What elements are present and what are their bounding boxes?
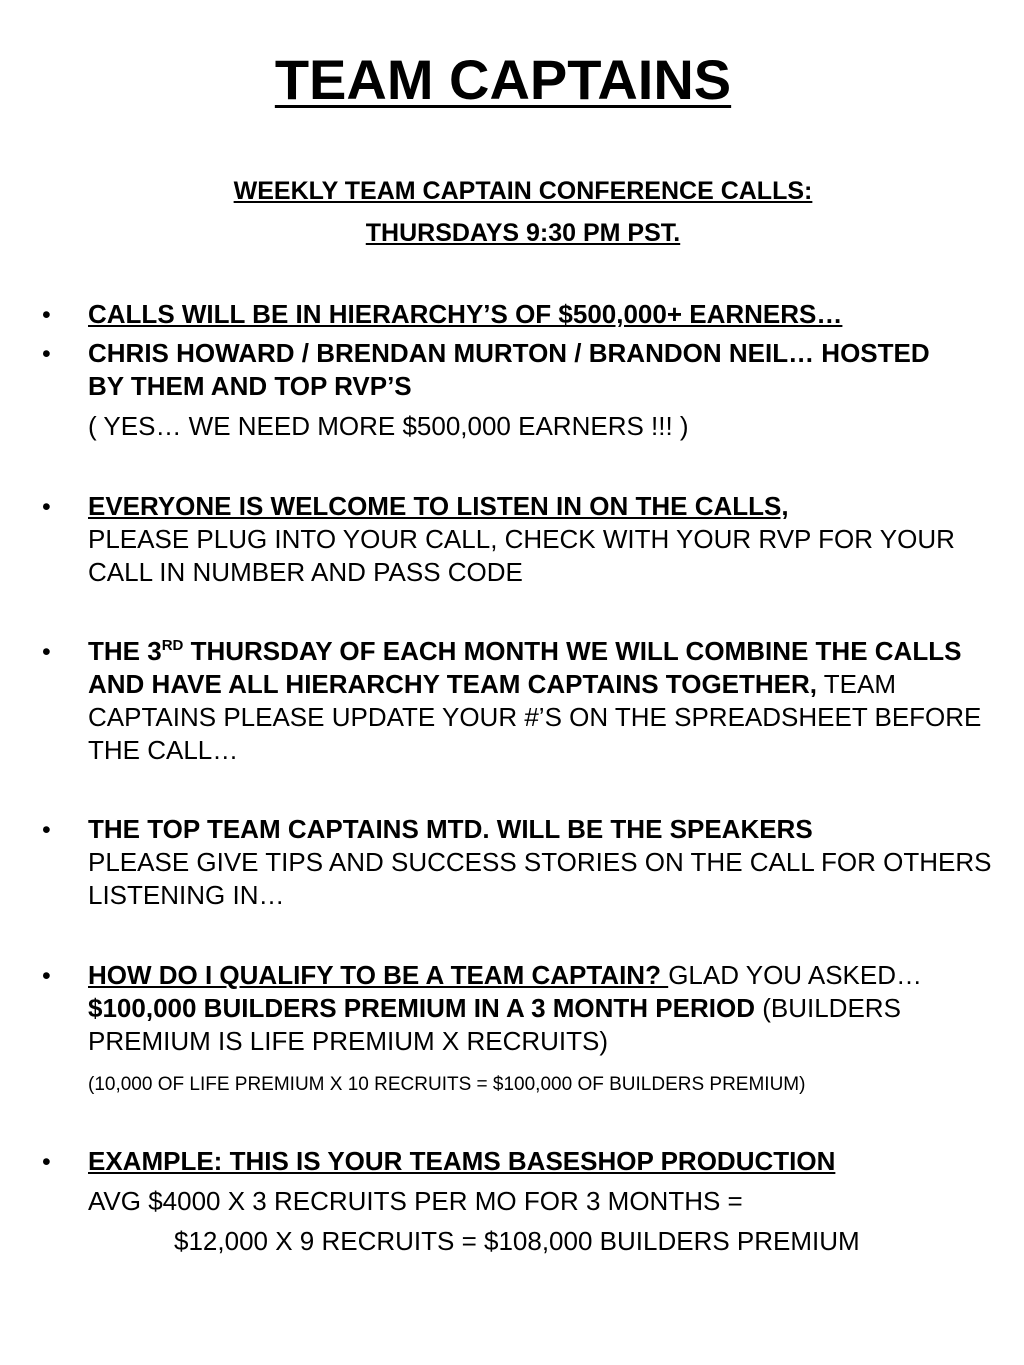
- bullet-item-1: [88, 298, 1018, 331]
- bullet-1-text: CALLS WILL BE IN HIERARCHY’S OF $500,000+ EARNERS…: [88, 299, 843, 329]
- page-title: TEAM CAPTAINS: [274, 48, 732, 111]
- bullet-item-5: [88, 813, 1018, 912]
- bullet-7-line-3: $12,000 X 9 RECRUITS = $108,000 BUILDERS PREMIUM: [174, 1226, 860, 1256]
- bullet-item-6: [88, 959, 1023, 1058]
- subtitle-line-1: WEEKLY TEAM CAPTAIN CONFERENCE CALLS:: [233, 177, 813, 205]
- bullet-4-bold-a: THE 3: [88, 636, 162, 666]
- bullet-dot: •: [42, 301, 51, 329]
- bullet-item-4: [88, 635, 1018, 767]
- bullet-5-bold: THE TOP TEAM CAPTAINS MTD. WILL BE THE SPEAKERS: [88, 814, 813, 844]
- bullet-6-answer-a: GLAD YOU ASKED…: [668, 960, 923, 990]
- bullet-6-question: HOW DO I QUALIFY TO BE A TEAM CAPTAIN?: [88, 960, 669, 990]
- bullet-dot: •: [42, 816, 51, 844]
- bullet-dot: •: [42, 493, 51, 521]
- bullet-dot: •: [42, 340, 51, 368]
- bullet-2-note: ( YES… WE NEED MORE $500,000 EARNERS !!! ): [88, 411, 689, 441]
- bullet-4-bold-b: THURSDAY OF EACH MONTH WE WILL COMBINE THE CALLS AND HAVE ALL HIERARCHY TEAM CAPTAINS TOGETHER,: [88, 636, 962, 699]
- bullet-3-text: PLEASE PLUG INTO YOUR CALL, CHECK WITH YOUR RVP FOR YOUR CALL IN NUMBER AND PASS CODE: [88, 524, 955, 587]
- bullet-dot: •: [42, 638, 51, 666]
- bullet-dot: •: [42, 962, 51, 990]
- bullet-item-3: [88, 490, 1018, 589]
- bullet-6-answer-bold: $100,000 BUILDERS PREMIUM IN A 3 MONTH PERIOD: [88, 993, 755, 1023]
- bullet-6-answer-b: (BUILDERS PREMIUM IS LIFE PREMIUM X RECRUITS): [88, 993, 901, 1056]
- subtitle-line-2: THURSDAYS 9:30 PM PST.: [365, 219, 681, 247]
- bullet-5-text: PLEASE GIVE TIPS AND SUCCESS STORIES ON THE CALL FOR OTHERS LISTENING IN…: [88, 847, 992, 910]
- bullet-7-line-2: AVG $4000 X 3 RECRUITS PER MO FOR 3 MONTHS =: [88, 1186, 743, 1216]
- bullet-item-2: [88, 337, 958, 403]
- bullet-4-superscript: RD: [161, 637, 184, 654]
- bullet-2-hosts: CHRIS HOWARD / BRENDAN MURTON / BRANDON NEIL… HOSTED BY THEM AND TOP RVP’S: [88, 338, 930, 401]
- bullet-4-text: TEAM CAPTAINS PLEASE UPDATE YOUR #’S ON THE SPREADSHEET BEFORE THE CALL…: [88, 669, 982, 765]
- bullet-7-bold: EXAMPLE: THIS IS YOUR TEAMS BASESHOP PRODUCTION: [88, 1146, 836, 1176]
- bullet-dot: •: [42, 1148, 51, 1176]
- bullet-6-note: (10,000 OF LIFE PREMIUM X 10 RECRUITS = $100,000 OF BUILDERS PREMIUM): [88, 1074, 806, 1095]
- bullet-3-bold: EVERYONE IS WELCOME TO LISTEN IN ON THE CALLS,: [88, 491, 789, 521]
- bullet-item-7: [88, 1145, 1018, 1178]
